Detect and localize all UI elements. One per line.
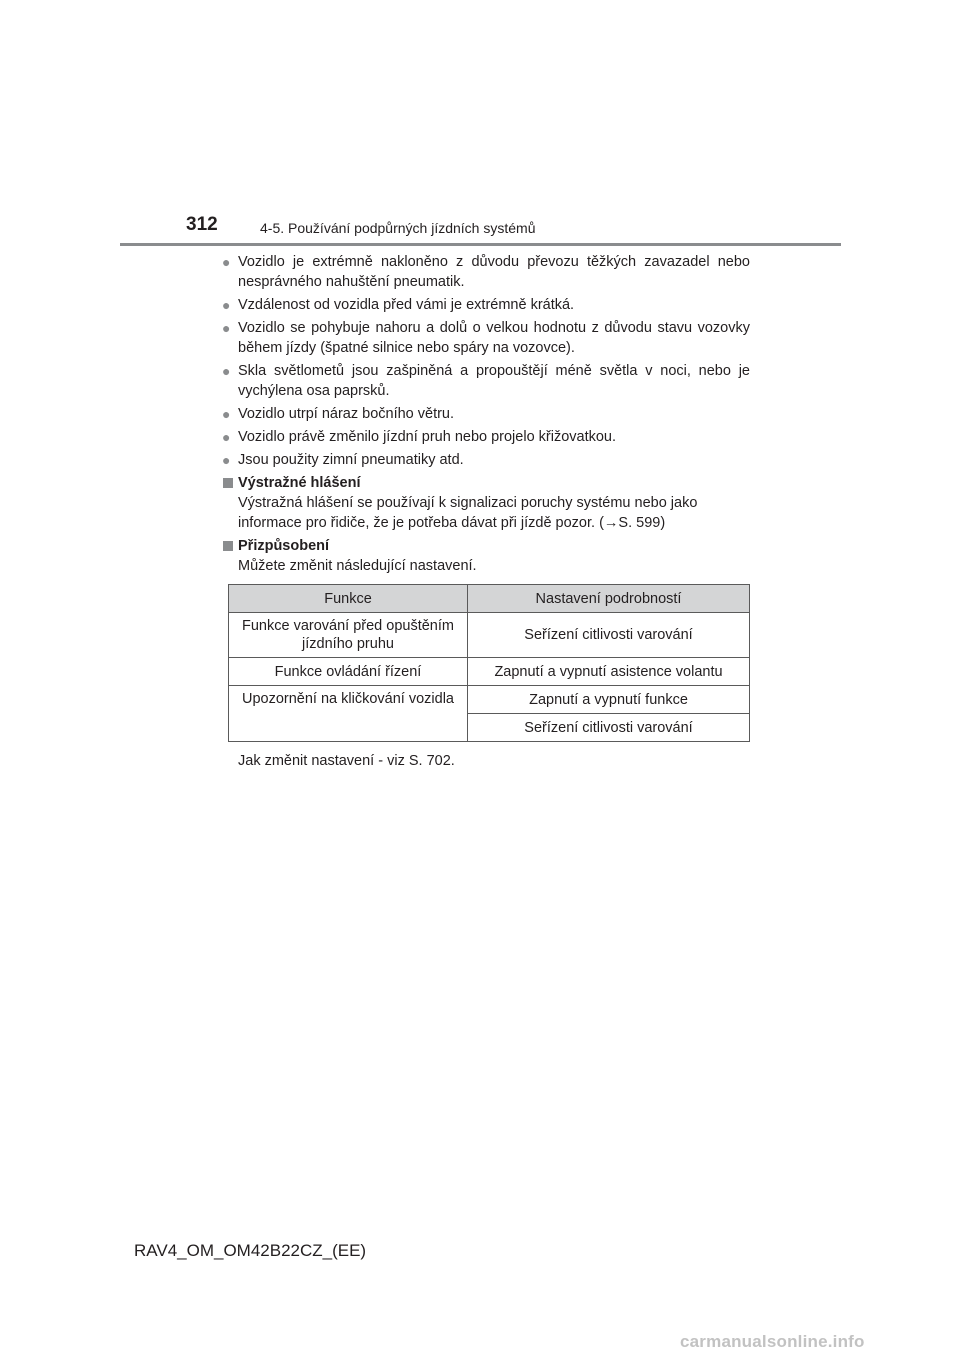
customization-text: Můžete změnit následující nastavení. [238, 558, 477, 574]
bullet-dot-icon: ● [222, 254, 231, 270]
bullet-item [222, 318, 750, 358]
table-cell-setting: Seřízení citlivosti varování [468, 613, 750, 658]
bullet-text: Vozidlo utrpí náraz bočního větru. [238, 406, 455, 422]
bullet-text: Vzdálenost od vozidla před vámi je extrémně krátká. [238, 297, 575, 313]
table-row [229, 658, 750, 686]
table-cell-setting: Zapnutí a vypnutí funkce [468, 686, 750, 714]
table-cell-function: Funkce varování před opuštěním jízdního pruhu [229, 613, 468, 658]
bullet-item [222, 427, 750, 447]
bullet-item [222, 252, 750, 292]
customization-heading [222, 536, 750, 556]
bullet-dot-icon: ● [222, 429, 231, 445]
bullet-dot-icon: ● [222, 406, 231, 422]
settings-table [228, 584, 750, 742]
table-cell-function: Upozornění na kličkování vozidla [229, 686, 468, 742]
section-title: 4-5. Používání podpůrných jízdních systémů [260, 220, 536, 236]
warning-text: Výstražná hlášení se používají k signalizaci poruchy systému nebo jako informace pro řidiče, že je potřeba dávat při jízdě pozor. (→S. 599) [238, 495, 698, 531]
table-cell-function: Funkce ovládání řízení [229, 658, 468, 686]
table-cell-setting: Seřízení citlivosti varování [468, 714, 750, 742]
warning-heading-text: Výstražné hlášení [238, 475, 361, 491]
customization-heading-text: Přizpůsobení [238, 538, 330, 554]
bullet-text: Skla světlometů jsou zašpiněná a propouštějí méně světla v noci, nebo je vychýlena osa paprsků. [238, 363, 750, 399]
table-row [229, 613, 750, 658]
bullet-dot-icon: ● [222, 320, 231, 336]
square-bullet-icon [223, 541, 233, 551]
bullet-text: Vozidlo se pohybuje nahoru a dolů o velkou hodnotu z důvodu stavu vozovky během jízdy (špatné silnice nebo spáry na vozovce). [238, 320, 750, 356]
bullet-item [222, 295, 750, 315]
bullet-item [222, 404, 750, 424]
warning-heading [222, 473, 750, 493]
watermark: carmanualsonline.info [680, 1332, 865, 1351]
bullet-text: Vozidlo je extrémně nakloněno z důvodu převozu těžkých zavazadel nebo nesprávného nahuštění pneumatik. [238, 254, 750, 290]
table-cell-setting: Zapnutí a vypnutí asistence volantu [468, 658, 750, 686]
table-row [229, 686, 750, 714]
settings-note: Jak změnit nastavení - viz S. 702. [238, 753, 455, 769]
square-bullet-icon [223, 478, 233, 488]
column-header-settings: Nastavení podrobností [468, 585, 750, 613]
bullet-dot-icon: ● [222, 363, 231, 379]
table-header-row [229, 585, 750, 613]
bullet-text: Jsou použity zimní pneumatiky atd. [238, 452, 464, 468]
bullet-item [222, 361, 750, 401]
footer-code: RAV4_OM_OM42B22CZ_(EE) [134, 1241, 367, 1260]
page-content [222, 252, 750, 771]
page-number: 312 [186, 214, 218, 235]
column-header-function: Funkce [229, 585, 468, 613]
bullet-text: Vozidlo právě změnilo jízdní pruh nebo projelo křižovatkou. [238, 429, 617, 445]
bullet-dot-icon: ● [222, 452, 231, 468]
header-rule [120, 243, 841, 246]
bullet-item [222, 450, 750, 470]
bullet-dot-icon: ● [222, 297, 231, 313]
